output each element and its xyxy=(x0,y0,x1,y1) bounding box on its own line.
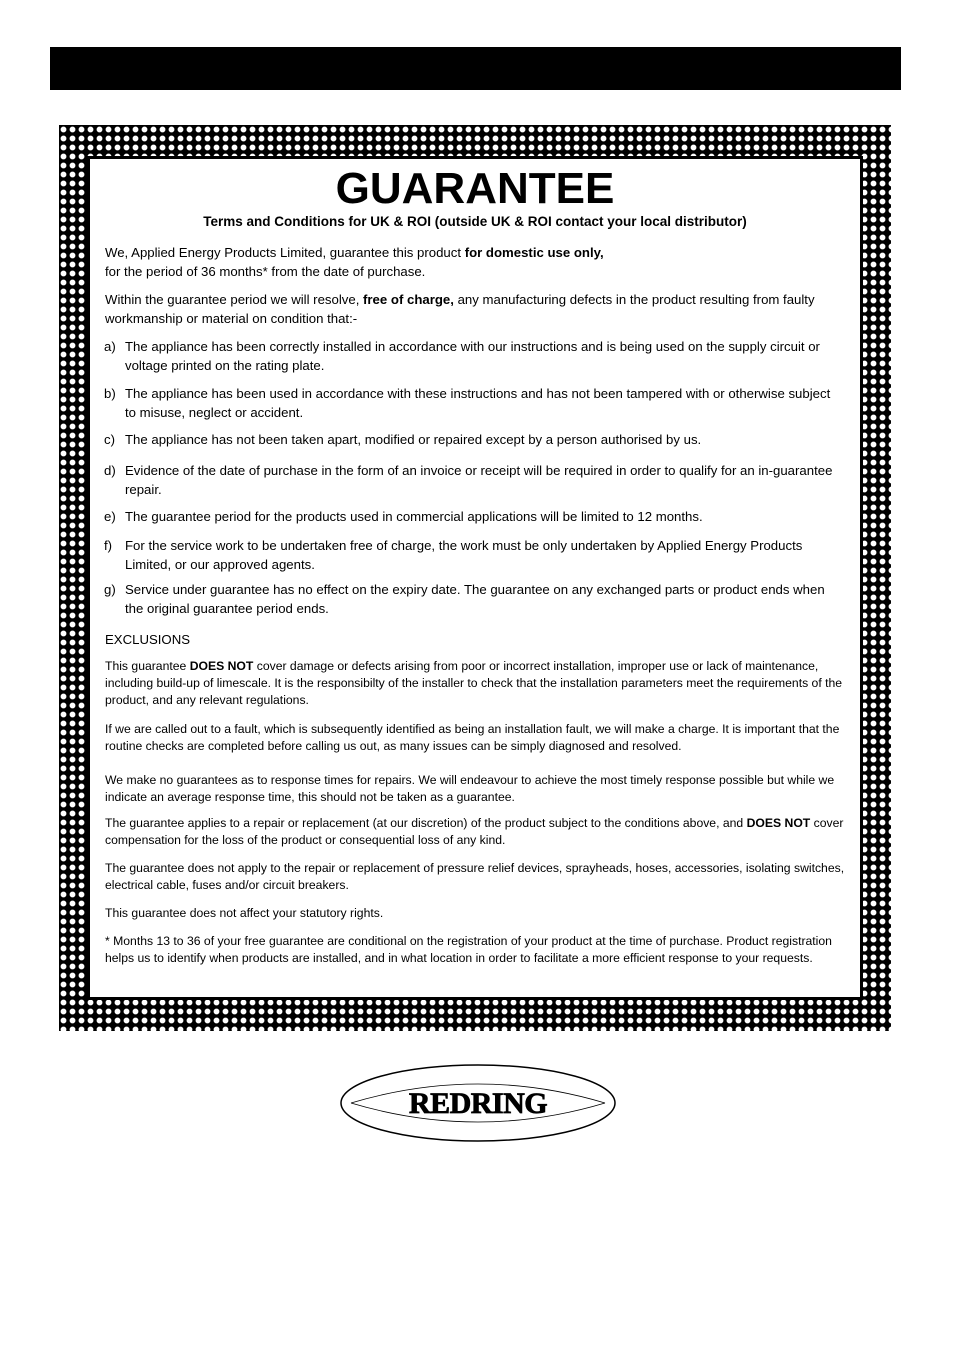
exclusions-heading: EXCLUSIONS xyxy=(105,632,191,647)
logo-text: REDRING xyxy=(408,1087,548,1120)
redring-logo xyxy=(339,1063,617,1143)
condition-b: b) The appliance has been used in accordance with these instructions and has not been tampered with or otherwise subject to misuse, neglect or accident. xyxy=(104,386,831,420)
footnote: * Months 13 to 36 of your free guarantee are conditional on the registration of your product at the time of purchase. Product registration helps us to identify when products are installed, and in what location in order to facilitate a more efficient response to your requests. xyxy=(105,934,832,965)
header-bar xyxy=(50,47,901,90)
intro-paragraph-1: We, Applied Energy Products Limited, guarantee this product for domestic use only, for the period of 36 months* from the date of purchase. xyxy=(105,245,604,279)
condition-d: d) Evidence of the date of purchase in the form of an invoice or receipt will be required in order to qualify for an in-guarantee repair. xyxy=(104,463,833,497)
exclusion-paragraph-2: If we are called out to a fault, which is subsequently identified as being an installation fault, we will make a charge. It is important that the routine checks are completed before calling us out, as many issues can be simply diagnosed and resolved. xyxy=(105,722,840,753)
intro-paragraph-2: Within the guarantee period we will resolve, free of charge, any manufacturing defects in the product resulting from faulty workmanship or material on condition that:- xyxy=(105,292,815,326)
exclusion-paragraph-3: We make no guarantees as to response times for repairs. We will endeavour to achieve the most timely response possible but while we indicate an average response time, this should not be taken as a guarantee. xyxy=(105,773,835,804)
condition-c: c) The appliance has not been taken apart, modified or repaired except by a person authorised by us. xyxy=(104,432,702,447)
condition-f: f) For the service work to be undertaken free of charge, the work must be only undertaken by Applied Energy Products Limited, or our approved agents. xyxy=(104,538,803,572)
exclusion-paragraph-1: This guarantee DOES NOT cover damage or defects arising from poor or incorrect installation, improper use or lack of maintenance, including build-up of limescale. It is the responsibilty of the installer to check that the installation parameters meet the requirements of the product, and any relevant regulations. xyxy=(105,659,843,707)
exclusion-paragraph-5: The guarantee does not apply to the repair or replacement of pressure relief devices, sprayheads, hoses, accessories, isolating switches, electrical cable, fuses and/or circuit breakers. xyxy=(105,861,845,892)
condition-e: e) The guarantee period for the products used in commercial applications will be limited to 12 months. xyxy=(104,509,703,524)
condition-a: a) The appliance has been correctly installed in accordance with our instructions and is being used on the supply circuit or voltage printed on the rating plate. xyxy=(104,339,820,373)
guarantee-panel xyxy=(90,159,860,997)
page-title: GUARANTEE xyxy=(335,164,615,213)
exclusion-paragraph-4: The guarantee applies to a repair or replacement (at our discretion) of the product subject to the conditions above, and DOES NOT cover compensation for the loss of the product or consequential loss of any kind. xyxy=(105,816,844,847)
condition-g: g) Service under guarantee has no effect on the expiry date. The guarantee on any exchanged parts or product ends when the original guarantee period ends. xyxy=(104,582,825,616)
statutory-rights: This guarantee does not affect your statutory rights. xyxy=(105,906,384,920)
page-subtitle: Terms and Conditions for UK & ROI (outside UK & ROI contact your local distributor) xyxy=(203,214,747,229)
